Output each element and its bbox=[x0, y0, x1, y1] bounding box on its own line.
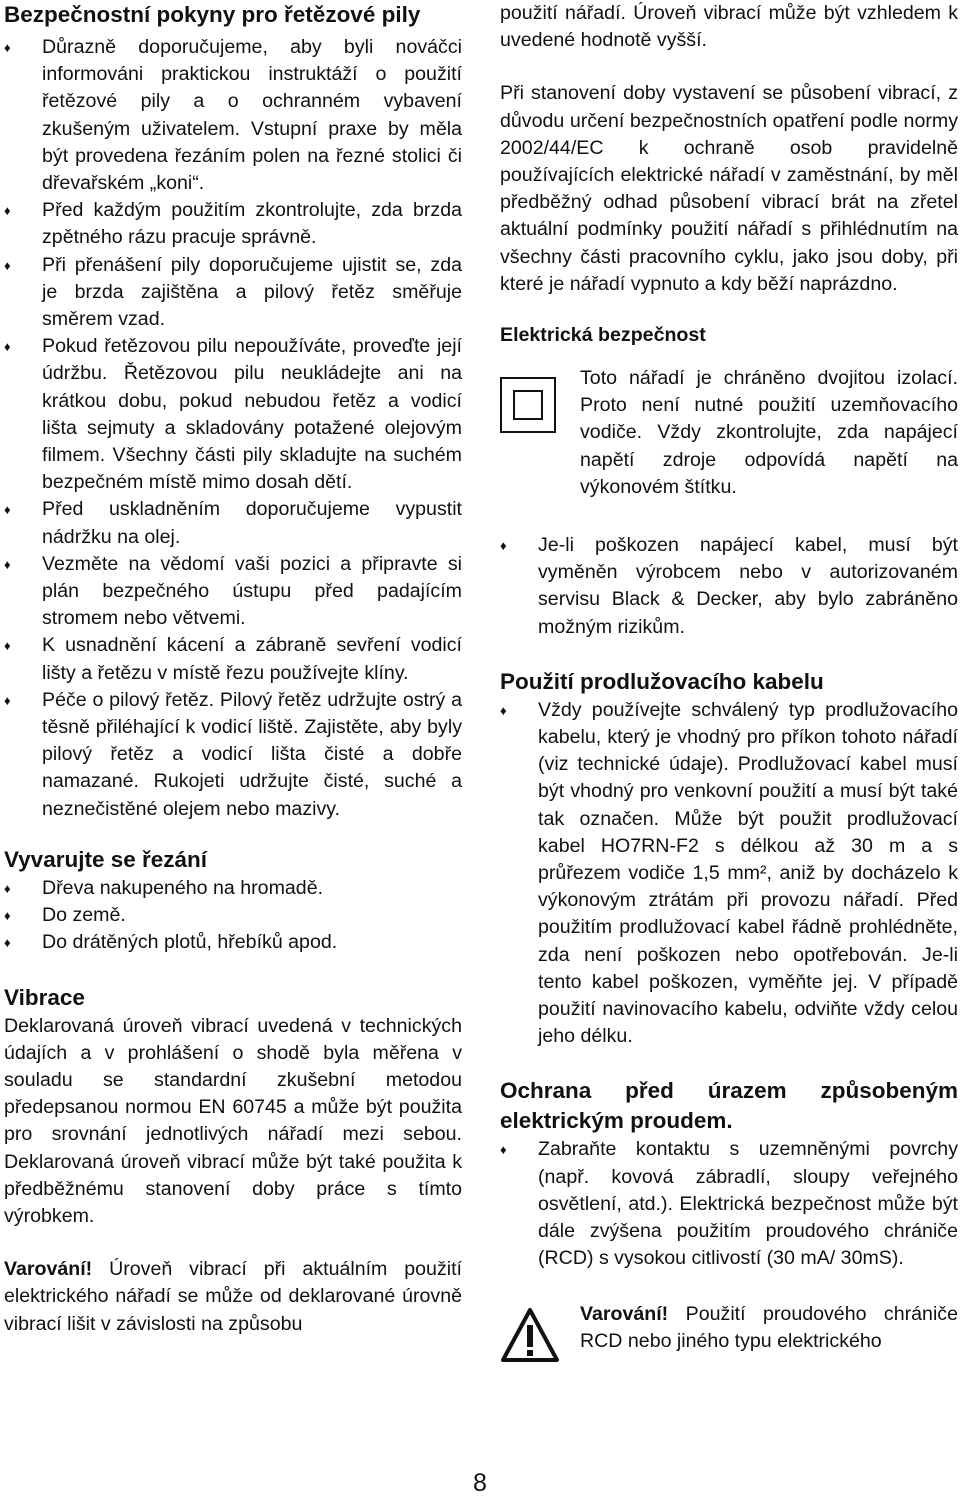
page-number: 8 bbox=[473, 1469, 487, 1497]
list-item: ♦ Vždy používejte schválený typ prodlužovacího kabelu, který je vhodný pro příkon tohoto nářadí (viz technické údaje). Prodlužovací kabel musí být vhodný pro venkovní použití a musí být také tak označen. Může být použit prodlužovací kabel HO7RN-F2 s délkou až 30 m a s průřezem vodiče 1,5 mm², aniž by docházelo k výkonovým ztrátám při provozu nářadí. Před použitím prodlužovací kabel řádně prohlédněte, zda není poškozen nebo opotřebován. Je-li tento kabel poškozen, vyměňte jej. V případě použití navinovacího kabelu, odviňte vždy celou jeho délku. bbox=[500, 697, 958, 1051]
vibration-paragraph: Deklarovaná úroveň vibrací uvedená v technických údajích a v prohlášení o shodě byla měřena v souladu se standardní zkušební metodou předepsanou normou EN 60745 a může být použita pro srovnání jednotlivých nářadí mezi sebou. Deklarovaná úroveň vibrací může být také použita k předběžnému stanovení doby práce s tímto výrobkem. bbox=[4, 1014, 462, 1227]
electric-shock-list bbox=[500, 1136, 958, 1272]
safety-heading: Bezpečnostní pokyny pro řetězové pily bbox=[4, 2, 421, 27]
list-item: ♦ Zabraňte kontaktu s uzemněnými povrchy (např. kovová zábradlí, sloupy veřejného osvětlení, atd.). Elektrická bezpečnost může být dále zvýšena použitím proudového chrániče (RCD) s vysokou citlivostí (30 mA/ 30mS). bbox=[500, 1136, 958, 1272]
exposure-paragraph: Při stanovení doby vystavení se působení vibrací, z důvodu určení bezpečnostních opatření podle normy 2002/44/EC k ochraně osob pravidelně používajících elektrické nářadí v zaměstnání, by měl předběžný odhad působení vibrací brát na zřetel aktuální podmínky použití nářadí s přihlédnutím na všechny části pracovního cyklu, jako jsou doby, při které je nářadí vypnuto a kdy běží naprázdno. bbox=[500, 82, 958, 295]
list-item: ♦ Před uskladněním doporučujeme vypustit nádržku na olej. bbox=[4, 496, 462, 550]
double-insulation-text: Toto nářadí je chráněno dvojitou izolací. Proto není nutné použití uzemňovacího vodiče. Vždy zkontrolujte, zda napájecí napětí zdroje odpovídá napětí na výkonovém štítku. bbox=[580, 367, 958, 498]
double-insulation-block bbox=[500, 365, 958, 510]
list-item: ♦ Je-li poškozen napájecí kabel, musí být vyměněn výrobcem nebo v autorizovaném servisu Black & Decker, aby bylo zabráněno možným rizikům. bbox=[500, 532, 958, 641]
list-item: ♦ K usnadnění kácení a zábraně sevření vodicí lišty a řetězu v místě řezu používejte klíny. bbox=[4, 632, 462, 686]
list-item: ♦ Důrazně doporučujeme, aby byli nováčci informováni praktickou instruktáží o použití řetězové pily a o ochranném vybavení zkušeným uživatelem. Vstupní praxe by měla být provedena řezáním polen na řezné stolici či dřevařském „koni“. bbox=[4, 34, 462, 197]
vibration-heading: Vibrace bbox=[4, 984, 85, 1010]
list-item: ♦ Do drátěných plotů, hřebíků apod. bbox=[4, 929, 462, 956]
right-column bbox=[500, 0, 958, 1381]
left-column bbox=[4, 0, 462, 1338]
warning-label: Varování! bbox=[4, 1258, 93, 1281]
list-item: ♦ Pokud řetězovou pilu nepoužíváte, proveďte její údržbu. Řetězovou pilu neukládejte ani na krátkou dobu, pokud nebudou řetěz a vodicí lišta sejmuty a skladovány potažené olejovým filmem. Všechny části pily skladujte na suchém bezpečném místě mimo dosah dětí. bbox=[4, 333, 462, 496]
cable-list bbox=[500, 532, 958, 641]
rcd-warning-text bbox=[580, 1301, 958, 1355]
avoid-cutting-heading: Vyvarujte se řezání bbox=[4, 846, 208, 872]
vibration-continuation: použití nářadí. Úroveň vibrací může být vzhledem k uvedené hodnotě vyšší. bbox=[500, 2, 958, 52]
avoid-cutting-list bbox=[4, 875, 462, 957]
extension-cable-heading: Použití prodlužovacího kabelu bbox=[500, 668, 824, 694]
safety-list bbox=[4, 34, 462, 823]
list-item: ♦ Dřeva nakupeného na hromadě. bbox=[4, 875, 462, 902]
vibration-warning bbox=[4, 1256, 462, 1338]
double-insulation-icon bbox=[500, 377, 556, 433]
electric-shock-heading: Ochrana před úrazem způsobeným elektrickým proudem. bbox=[500, 1078, 958, 1134]
list-item: ♦ Péče o pilový řetěz. Pilový řetěz udržujte ostrý a těsně přiléhající k vodicí liště. Zajistěte, aby byly pilový řetěz a vodicí lišta čisté a dobře namazané. Rukojeti udržujte čisté, suché a neznečistěné olejem nebo mazivy. bbox=[4, 687, 462, 823]
list-item: ♦ Do země. bbox=[4, 902, 462, 929]
list-item: ♦ Před každým použitím zkontrolujte, zda brzda zpětného rázu pracuje správně. bbox=[4, 197, 462, 251]
warning-text: Použití proudového chrániče RCD nebo jiného typu elektrického bbox=[580, 1302, 958, 1352]
warning-triangle-icon bbox=[500, 1307, 560, 1363]
warning-label: Varování! bbox=[580, 1302, 669, 1325]
extension-cable-list bbox=[500, 697, 958, 1051]
electrical-safety-heading: Elektrická bezpečnost bbox=[500, 324, 706, 347]
list-item: ♦ Vezměte na vědomí vaši pozici a připravte si plán bezpečného ústupu před padajícím stromem nebo větvemi. bbox=[4, 551, 462, 633]
list-item: ♦ Při přenášení pily doporučujeme ujistit se, zda je brzda zajištěna a pilový řetěz směřuje směrem vzad. bbox=[4, 252, 462, 334]
rcd-warning-block bbox=[500, 1301, 958, 1381]
warning-text: Úroveň vibrací při aktuálním použití elektrického nářadí se může od deklarované úrovně vibrací lišit v závislosti na způsobu bbox=[4, 1258, 462, 1335]
